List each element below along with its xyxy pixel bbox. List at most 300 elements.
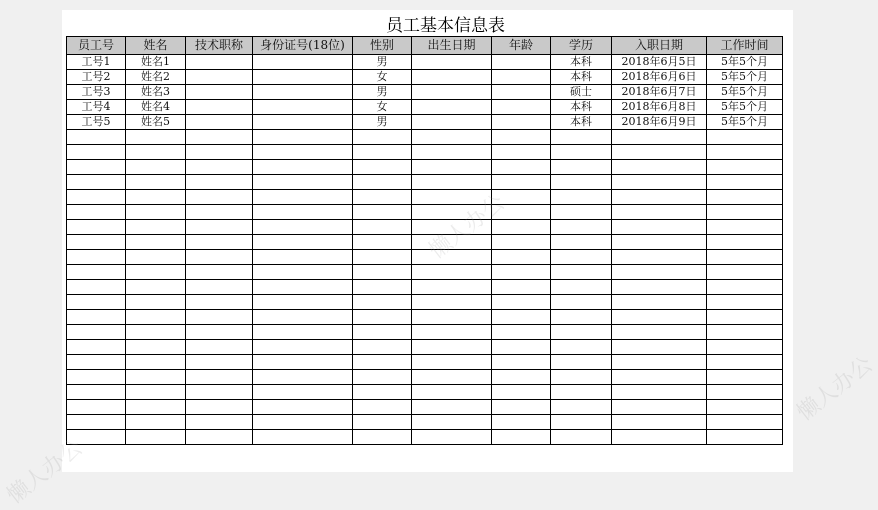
table-cell[interactable] [353, 370, 412, 385]
table-cell[interactable] [67, 205, 126, 220]
table-cell[interactable] [492, 205, 551, 220]
table-cell[interactable] [707, 160, 783, 175]
table-cell[interactable] [67, 160, 126, 175]
table-cell[interactable] [67, 130, 126, 145]
table-cell[interactable] [707, 130, 783, 145]
table-cell[interactable]: 5年5个月 [707, 55, 783, 70]
table-cell[interactable] [707, 235, 783, 250]
table-cell[interactable] [186, 265, 253, 280]
table-cell[interactable] [551, 175, 612, 190]
table-cell[interactable] [253, 190, 353, 205]
table-cell[interactable] [492, 55, 551, 70]
table-cell[interactable] [412, 190, 492, 205]
table-cell[interactable] [126, 145, 186, 160]
table-cell[interactable] [551, 250, 612, 265]
header-employee-id[interactable]: 员工号 [67, 37, 126, 55]
page-title: 员工基本信息表 [386, 16, 505, 36]
table-cell[interactable] [353, 205, 412, 220]
table-cell[interactable] [551, 295, 612, 310]
table-cell[interactable] [412, 175, 492, 190]
table-cell[interactable] [67, 355, 126, 370]
table-cell[interactable] [353, 160, 412, 175]
table-cell[interactable] [612, 340, 707, 355]
table-cell[interactable] [126, 325, 186, 340]
table-cell[interactable] [551, 415, 612, 430]
watermark: 懒人办公 [424, 190, 510, 265]
table-cell[interactable] [551, 385, 612, 400]
table-cell[interactable] [253, 85, 353, 100]
table-cell[interactable] [67, 385, 126, 400]
table-cell[interactable] [67, 400, 126, 415]
table-cell[interactable]: 男 [353, 55, 412, 70]
table-cell[interactable] [186, 190, 253, 205]
header-gender[interactable]: 性别 [353, 37, 412, 55]
table-cell[interactable] [412, 145, 492, 160]
table-cell[interactable] [186, 55, 253, 70]
table-cell[interactable]: 2018年6月9日 [612, 115, 707, 130]
table-cell[interactable] [612, 280, 707, 295]
table-cell[interactable]: 姓名5 [126, 115, 186, 130]
table-cell[interactable] [126, 205, 186, 220]
table-cell[interactable] [492, 85, 551, 100]
header-name[interactable]: 姓名 [126, 37, 186, 55]
header-row [67, 37, 783, 55]
table-cell[interactable] [126, 220, 186, 235]
table-cell[interactable]: 姓名1 [126, 55, 186, 70]
header-technical-title[interactable]: 技术职称 [186, 37, 253, 55]
table-cell[interactable] [612, 385, 707, 400]
table-cell[interactable] [612, 310, 707, 325]
table-cell[interactable] [186, 235, 253, 250]
header-hire-date[interactable]: 入职日期 [612, 37, 707, 55]
table-cell[interactable]: 本科 [551, 70, 612, 85]
table-cell[interactable]: 姓名3 [126, 85, 186, 100]
table-cell[interactable]: 2018年6月8日 [612, 100, 707, 115]
table-cell[interactable] [707, 355, 783, 370]
table-cell[interactable] [412, 205, 492, 220]
table-cell[interactable] [551, 190, 612, 205]
table-cell[interactable] [551, 235, 612, 250]
table-cell[interactable]: 2018年6月6日 [612, 70, 707, 85]
table-cell[interactable] [612, 205, 707, 220]
empty-row [67, 430, 783, 445]
table-cell[interactable] [492, 220, 551, 235]
table-cell[interactable] [67, 280, 126, 295]
table-cell[interactable] [67, 220, 126, 235]
table-cell[interactable] [186, 280, 253, 295]
table-cell[interactable] [253, 295, 353, 310]
table-cell[interactable] [412, 160, 492, 175]
table-cell[interactable] [612, 235, 707, 250]
table-cell[interactable] [707, 400, 783, 415]
table-cell[interactable] [253, 400, 353, 415]
table-cell[interactable] [412, 415, 492, 430]
empty-row [67, 145, 783, 160]
table-cell[interactable] [253, 205, 353, 220]
empty-row [67, 340, 783, 355]
table-cell[interactable] [612, 325, 707, 340]
table-cell[interactable] [253, 340, 353, 355]
table-cell[interactable] [126, 130, 186, 145]
empty-row [67, 130, 783, 145]
table-cell[interactable] [612, 355, 707, 370]
table-cell[interactable] [492, 340, 551, 355]
table-cell[interactable] [707, 145, 783, 160]
table-cell[interactable] [707, 325, 783, 340]
table-cell[interactable] [126, 265, 186, 280]
table-cell[interactable] [551, 205, 612, 220]
table-cell[interactable] [492, 265, 551, 280]
table-cell[interactable] [551, 160, 612, 175]
table-cell[interactable] [126, 340, 186, 355]
table-cell[interactable] [186, 430, 253, 445]
table-cell[interactable] [67, 310, 126, 325]
table-cell[interactable] [186, 100, 253, 115]
table-cell[interactable] [707, 295, 783, 310]
table-cell[interactable] [412, 430, 492, 445]
table-cell[interactable] [253, 160, 353, 175]
table-cell[interactable] [253, 145, 353, 160]
table-cell[interactable] [707, 280, 783, 295]
table-cell[interactable] [253, 325, 353, 340]
empty-row [67, 220, 783, 235]
table-cell[interactable] [551, 265, 612, 280]
table-cell[interactable] [412, 115, 492, 130]
table-cell[interactable] [253, 250, 353, 265]
table-cell[interactable]: 工号1 [67, 55, 126, 70]
table-cell[interactable] [412, 280, 492, 295]
table-cell[interactable] [353, 145, 412, 160]
table-cell[interactable] [253, 130, 353, 145]
table-cell[interactable] [67, 145, 126, 160]
empty-row [67, 415, 783, 430]
empty-row [67, 310, 783, 325]
table-cell[interactable] [492, 370, 551, 385]
table-cell[interactable] [67, 175, 126, 190]
empty-row [67, 295, 783, 310]
table-cell[interactable] [67, 430, 126, 445]
table-row [67, 85, 783, 100]
table-cell[interactable] [353, 430, 412, 445]
table-cell[interactable] [412, 295, 492, 310]
table-cell[interactable] [707, 385, 783, 400]
table-cell[interactable] [253, 220, 353, 235]
table-cell[interactable] [253, 235, 353, 250]
table-cell[interactable] [353, 385, 412, 400]
table-cell[interactable] [126, 310, 186, 325]
table-cell[interactable]: 5年5个月 [707, 100, 783, 115]
table-cell[interactable] [186, 70, 253, 85]
table-cell[interactable] [492, 430, 551, 445]
table-cell[interactable]: 工号4 [67, 100, 126, 115]
table-cell[interactable] [412, 100, 492, 115]
table-cell[interactable] [551, 220, 612, 235]
table-cell[interactable]: 5年5个月 [707, 70, 783, 85]
header-age[interactable]: 年龄 [492, 37, 551, 55]
table-cell[interactable]: 2018年6月5日 [612, 55, 707, 70]
table-cell[interactable] [353, 415, 412, 430]
table-cell[interactable] [353, 235, 412, 250]
table-cell[interactable] [353, 295, 412, 310]
table-cell[interactable] [492, 160, 551, 175]
table-cell[interactable] [353, 130, 412, 145]
table-cell[interactable] [551, 280, 612, 295]
table-cell[interactable] [186, 205, 253, 220]
table-cell[interactable] [707, 340, 783, 355]
table-cell[interactable] [126, 250, 186, 265]
table-cell[interactable] [551, 370, 612, 385]
table-cell[interactable] [412, 55, 492, 70]
table-cell[interactable] [551, 325, 612, 340]
table-cell[interactable] [253, 265, 353, 280]
table-row [67, 115, 783, 130]
table-cell[interactable]: 工号3 [67, 85, 126, 100]
table-cell[interactable] [612, 370, 707, 385]
table-cell[interactable] [253, 280, 353, 295]
table-cell[interactable] [612, 190, 707, 205]
table-cell[interactable] [412, 85, 492, 100]
table-cell[interactable] [186, 310, 253, 325]
table-cell[interactable] [126, 295, 186, 310]
table-cell[interactable] [707, 190, 783, 205]
table-cell[interactable]: 工号5 [67, 115, 126, 130]
table-cell[interactable] [253, 55, 353, 70]
table-cell[interactable]: 5年5个月 [707, 85, 783, 100]
table-cell[interactable] [707, 430, 783, 445]
table-cell[interactable]: 5年5个月 [707, 115, 783, 130]
table-cell[interactable] [126, 400, 186, 415]
table-cell[interactable] [186, 355, 253, 370]
table-cell[interactable]: 姓名4 [126, 100, 186, 115]
table-cell[interactable] [492, 295, 551, 310]
table-cell[interactable] [612, 295, 707, 310]
table-cell[interactable] [492, 400, 551, 415]
table-cell[interactable] [612, 220, 707, 235]
table-cell[interactable] [253, 115, 353, 130]
table-cell[interactable] [707, 265, 783, 280]
table-cell[interactable] [412, 325, 492, 340]
table-cell[interactable] [186, 145, 253, 160]
table-cell[interactable] [412, 355, 492, 370]
table-cell[interactable] [412, 310, 492, 325]
table-cell[interactable]: 本科 [551, 115, 612, 130]
table-cell[interactable] [492, 355, 551, 370]
table-cell[interactable] [412, 235, 492, 250]
table-cell[interactable] [67, 295, 126, 310]
table-cell[interactable] [551, 400, 612, 415]
empty-row [67, 280, 783, 295]
table-cell[interactable] [67, 415, 126, 430]
table-cell[interactable] [186, 220, 253, 235]
table-cell[interactable] [353, 310, 412, 325]
table-cell[interactable] [186, 295, 253, 310]
table-cell[interactable] [492, 250, 551, 265]
table-cell[interactable] [612, 160, 707, 175]
table-cell[interactable] [186, 175, 253, 190]
table-cell[interactable] [492, 415, 551, 430]
table-cell[interactable] [492, 130, 551, 145]
table-cell[interactable] [126, 190, 186, 205]
table-cell[interactable] [492, 235, 551, 250]
table-cell[interactable] [353, 340, 412, 355]
table-cell[interactable] [707, 370, 783, 385]
table-cell[interactable] [253, 355, 353, 370]
table-cell[interactable] [612, 265, 707, 280]
table-cell[interactable] [186, 400, 253, 415]
table-cell[interactable] [492, 175, 551, 190]
table-cell[interactable] [492, 280, 551, 295]
table-cell[interactable]: 工号2 [67, 70, 126, 85]
table-cell[interactable] [612, 400, 707, 415]
table-cell[interactable] [126, 160, 186, 175]
table-cell[interactable] [186, 85, 253, 100]
table-cell[interactable] [186, 340, 253, 355]
header-birth-date[interactable]: 出生日期 [412, 37, 492, 55]
table-cell[interactable] [253, 175, 353, 190]
table-cell[interactable]: 硕士 [551, 85, 612, 100]
table-cell[interactable] [492, 115, 551, 130]
table-cell[interactable] [492, 325, 551, 340]
table-cell[interactable] [551, 355, 612, 370]
empty-row [67, 370, 783, 385]
empty-row [67, 235, 783, 250]
table-cell[interactable] [67, 370, 126, 385]
table-cell[interactable] [186, 370, 253, 385]
header-id-number[interactable]: 身份证号(18位) [253, 37, 353, 55]
table-cell[interactable] [412, 370, 492, 385]
table-cell[interactable] [126, 430, 186, 445]
table-cell[interactable] [67, 190, 126, 205]
table-cell[interactable] [707, 250, 783, 265]
table-cell[interactable] [492, 385, 551, 400]
empty-row [67, 160, 783, 175]
table-cell[interactable] [551, 310, 612, 325]
empty-row [67, 325, 783, 340]
table-cell[interactable] [612, 145, 707, 160]
table-cell[interactable] [612, 250, 707, 265]
table-cell[interactable] [412, 220, 492, 235]
table-cell[interactable] [353, 400, 412, 415]
table-cell[interactable]: 女 [353, 100, 412, 115]
table-cell[interactable] [186, 130, 253, 145]
table-cell[interactable] [253, 370, 353, 385]
table-cell[interactable] [492, 100, 551, 115]
table-cell[interactable]: 2018年6月7日 [612, 85, 707, 100]
table-body [67, 55, 783, 445]
table-cell[interactable] [707, 205, 783, 220]
table-cell[interactable] [353, 250, 412, 265]
table-cell[interactable] [126, 415, 186, 430]
table-cell[interactable] [707, 175, 783, 190]
table-cell[interactable] [353, 265, 412, 280]
table-cell[interactable] [412, 250, 492, 265]
table-cell[interactable] [126, 235, 186, 250]
table-cell[interactable]: 本科 [551, 100, 612, 115]
table-row [67, 70, 783, 85]
table-cell[interactable] [253, 70, 353, 85]
table-cell[interactable] [412, 385, 492, 400]
table-cell[interactable] [353, 175, 412, 190]
watermark: 懒人办公 [2, 435, 88, 510]
table-cell[interactable] [186, 325, 253, 340]
table-cell[interactable] [551, 340, 612, 355]
empty-row [67, 250, 783, 265]
table-cell[interactable] [412, 265, 492, 280]
table-cell[interactable] [253, 430, 353, 445]
table-cell[interactable] [186, 415, 253, 430]
table-cell[interactable] [353, 355, 412, 370]
table-cell[interactable] [67, 325, 126, 340]
table-cell[interactable] [67, 250, 126, 265]
table-cell[interactable]: 姓名2 [126, 70, 186, 85]
table-cell[interactable] [186, 250, 253, 265]
empty-row [67, 190, 783, 205]
table-cell[interactable] [353, 220, 412, 235]
header-education[interactable]: 学历 [551, 37, 612, 55]
table-cell[interactable] [126, 370, 186, 385]
table-cell[interactable] [612, 175, 707, 190]
header-work-time[interactable]: 工作时间 [707, 37, 783, 55]
table-cell[interactable] [126, 175, 186, 190]
table-row [67, 55, 783, 70]
empty-row [67, 205, 783, 220]
table-cell[interactable] [707, 220, 783, 235]
table-cell[interactable] [126, 280, 186, 295]
table-cell[interactable] [253, 415, 353, 430]
table-cell[interactable] [612, 415, 707, 430]
table-cell[interactable] [612, 130, 707, 145]
table-cell[interactable] [492, 145, 551, 160]
table-cell[interactable] [253, 310, 353, 325]
table-cell[interactable] [551, 430, 612, 445]
table-cell[interactable] [412, 340, 492, 355]
table-cell[interactable] [253, 100, 353, 115]
table-cell[interactable] [253, 385, 353, 400]
table-cell[interactable] [412, 70, 492, 85]
empty-row [67, 400, 783, 415]
table-cell[interactable] [492, 190, 551, 205]
table-cell[interactable] [551, 145, 612, 160]
table-cell[interactable] [612, 430, 707, 445]
table-cell[interactable] [492, 70, 551, 85]
table-cell[interactable] [707, 310, 783, 325]
watermark: 懒人办公 [792, 352, 878, 427]
empty-row [67, 265, 783, 280]
table-cell[interactable] [186, 115, 253, 130]
table-cell[interactable]: 本科 [551, 55, 612, 70]
table-cell[interactable] [412, 400, 492, 415]
table-cell[interactable] [186, 385, 253, 400]
table-cell[interactable] [126, 355, 186, 370]
table-cell[interactable] [67, 235, 126, 250]
table-cell[interactable] [353, 190, 412, 205]
table-cell[interactable] [186, 160, 253, 175]
table-cell[interactable] [353, 325, 412, 340]
table-cell[interactable] [551, 130, 612, 145]
table-cell[interactable] [492, 310, 551, 325]
table-cell[interactable] [707, 415, 783, 430]
table-cell[interactable] [67, 340, 126, 355]
table-cell[interactable] [412, 130, 492, 145]
table-cell[interactable] [353, 280, 412, 295]
table-cell[interactable] [67, 265, 126, 280]
table-cell[interactable]: 女 [353, 70, 412, 85]
table-cell[interactable]: 男 [353, 85, 412, 100]
empty-row [67, 355, 783, 370]
table-cell[interactable]: 男 [353, 115, 412, 130]
table-cell[interactable] [126, 385, 186, 400]
empty-row [67, 385, 783, 400]
